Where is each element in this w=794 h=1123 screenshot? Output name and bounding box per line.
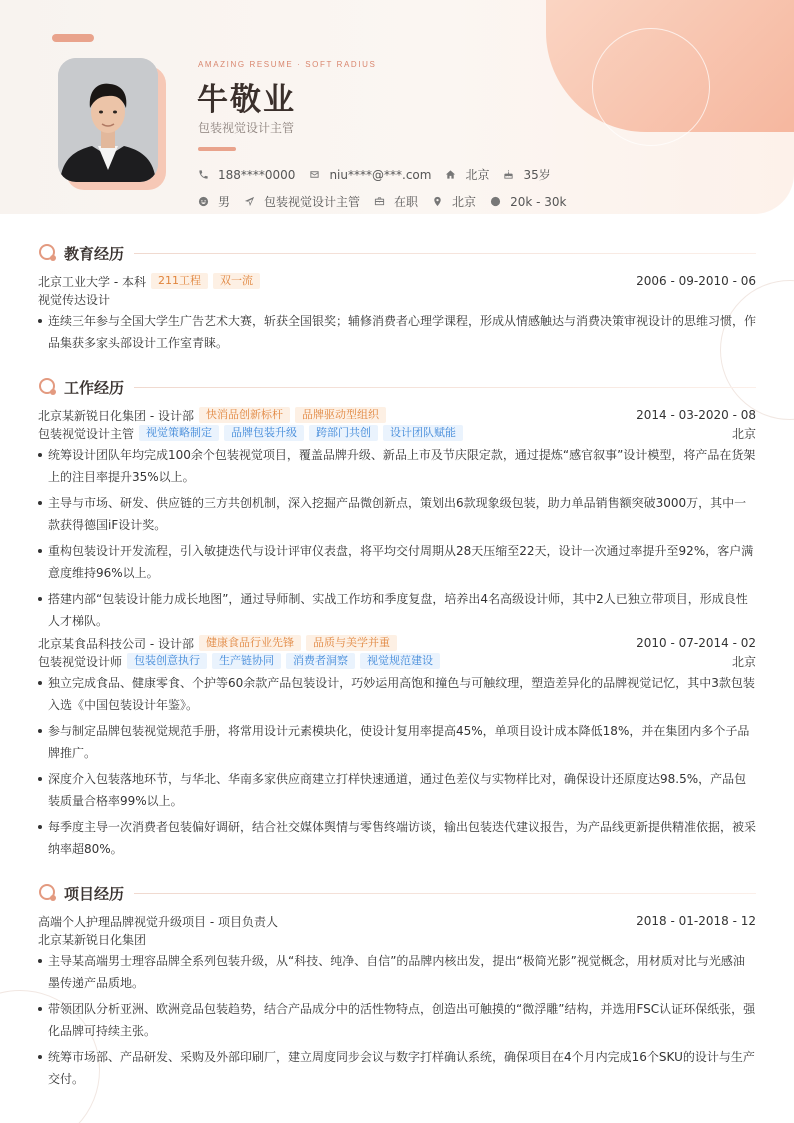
company-name: 北京某新锐日化集团 - 设计部 <box>38 408 194 423</box>
company-tag: 品质与美学并重 <box>306 635 397 651</box>
project-name: 高端个人护理品牌视觉升级项目 - 项目负责人 <box>38 914 278 929</box>
section-search-icon <box>38 883 58 903</box>
job-entry <box>38 634 756 860</box>
school-name: 北京工业大学 - 本科 <box>38 274 146 289</box>
salary-icon <box>490 196 501 207</box>
job-bullets <box>38 672 756 860</box>
job-role-line <box>38 652 756 670</box>
list-item: 深度介入包装落地环节，与华北、华南多家供应商建立打样快速通道，通过色差仪与实物样比对，确保设计还原度达98.5%，产品包装质量合格率99%以上。 <box>38 768 756 812</box>
education-section-header <box>38 238 756 268</box>
email-info <box>309 168 431 182</box>
section-title: 项目经历 <box>64 884 125 903</box>
education-date: 2006 - 09-2010 - 06 <box>636 274 756 288</box>
city-text: 北京 <box>465 168 490 182</box>
school-tag: 211工程 <box>151 273 208 289</box>
project-org-line <box>38 930 756 948</box>
mail-icon <box>309 169 320 180</box>
target-role-info <box>244 193 360 210</box>
section-title: 教育经历 <box>64 244 125 263</box>
resume-header <box>0 0 794 214</box>
job-role-line <box>38 424 756 442</box>
section-divider <box>134 387 756 388</box>
job-company-line <box>38 406 756 424</box>
age-text: 35岁 <box>523 168 551 182</box>
candidate-title: 包装视觉设计主管 <box>198 121 295 135</box>
phone-info <box>198 168 295 182</box>
project-date: 2018 - 01-2018 - 12 <box>636 914 756 928</box>
job-entry <box>38 406 756 632</box>
salary-text: 20k - 30k <box>510 194 567 209</box>
work-section-header <box>38 372 756 402</box>
project-entry <box>38 912 756 1090</box>
accent-bar <box>52 34 94 42</box>
list-item: 带领团队分析亚洲、欧洲竞品包装趋势，结合产品成分中的活性物特点，创造出可触摸的“微浮雕”结构，并选用FSC认证环保纸张，强化品牌可持续主张。 <box>38 998 756 1042</box>
list-item: 统筹市场部、产品研发、采购及外部印刷厂，建立周度同步会议与数字打样确认系统，确保项目在4个月内完成16个SKU的设计与生产交付。 <box>38 1046 756 1090</box>
list-item: 参与制定品牌包装视觉规范手册，将常用设计元素模块化，使设计复用率提高45%，单项目设计成本降低18%，并在集团内多个子品牌推广。 <box>38 720 756 764</box>
section-search-icon <box>38 243 58 263</box>
header-tagline: AMAZING RESUME · SOFT RADIUS <box>198 60 377 69</box>
salary-info <box>490 195 566 209</box>
gender-text: 男 <box>218 195 231 209</box>
role-tag: 跨部门共创 <box>309 425 378 441</box>
role-tag: 视觉规范建设 <box>360 653 440 669</box>
project-org: 北京某新锐日化集团 <box>38 932 147 947</box>
job-date: 2010 - 07-2014 - 02 <box>636 636 756 650</box>
email-text: niu****@***.com <box>329 167 432 182</box>
role-tag: 视觉策略制定 <box>139 425 219 441</box>
title-underline <box>198 147 236 151</box>
home-icon <box>445 169 456 180</box>
major-line <box>38 290 756 308</box>
location-text: 北京 <box>452 195 477 209</box>
project-bullets <box>38 950 756 1090</box>
project-heading <box>38 912 756 930</box>
list-item: 重构包装设计开发流程，引入敏捷迭代与设计评审仪表盘，将平均交付周期从28天压缩至22天，设计一次通过率提升至92%，客户满意度维持96%以上。 <box>38 540 756 584</box>
project-section-header <box>38 878 756 908</box>
company-tag: 快消品创新标杆 <box>199 407 290 423</box>
gender-info <box>198 193 230 210</box>
job-bullets <box>38 444 756 632</box>
target-role-text: 包装视觉设计主管 <box>264 195 361 209</box>
section-divider <box>134 253 756 254</box>
job-location: 北京 <box>731 654 756 669</box>
status-info <box>374 193 418 210</box>
location-icon <box>432 196 443 207</box>
briefcase-icon <box>374 196 385 207</box>
education-heading <box>38 272 756 290</box>
resume-body <box>38 238 756 1090</box>
status-text: 在职 <box>394 195 419 209</box>
education-bullets <box>38 310 756 354</box>
role-tag: 消费者洞察 <box>286 653 355 669</box>
job-date: 2014 - 03-2020 - 08 <box>636 408 756 422</box>
role-tag: 包装创意执行 <box>127 653 207 669</box>
role-tag: 设计团队赋能 <box>383 425 463 441</box>
phone-text: 188****0000 <box>218 167 296 182</box>
list-item: 搭建内部“包装设计能力成长地图”，通过导师制、实战工作坊和季度复盘，培养出4名高级设计师，其中2人已独立带项目，形成良性人才梯队。 <box>38 588 756 632</box>
section-search-icon <box>38 377 58 397</box>
list-item: 统筹设计团队年均完成100余个包装视觉项目，覆盖品牌升级、新品上市及节庆限定款，通过提炼“感官叙事”设计模型，将产品在货架上的注目率提升35%以上。 <box>38 444 756 488</box>
school-tag: 双一流 <box>213 273 260 289</box>
company-tag: 品牌驱动型组织 <box>295 407 386 423</box>
list-item: 独立完成食品、健康零食、个护等60余款产品包装设计，巧妙运用高饱和撞色与可触纹理，塑造差异化的品牌视觉记忆，其中3款包装入选《中国包装设计年鉴》。 <box>38 672 756 716</box>
profile-row <box>198 193 580 210</box>
age-info <box>503 166 550 183</box>
profile-photo <box>58 58 158 182</box>
company-tag: 健康食品行业先锋 <box>199 635 301 651</box>
role-tag: 品牌包装升级 <box>224 425 304 441</box>
decorative-ring <box>592 28 710 146</box>
job-role: 包装视觉设计师 <box>38 654 123 669</box>
major-name: 视觉传达设计 <box>38 292 111 307</box>
job-role: 包装视觉设计主管 <box>38 426 135 441</box>
gender-icon <box>198 196 209 207</box>
send-icon <box>244 196 255 207</box>
candidate-name: 牛敬业 <box>197 82 296 118</box>
location-info <box>432 193 476 210</box>
city-info <box>445 166 489 183</box>
job-company-line <box>38 634 756 652</box>
education-entry <box>38 272 756 354</box>
section-divider <box>134 893 756 894</box>
section-title: 工作经历 <box>64 378 125 397</box>
list-item: 主导某高端男士理容品牌全系列包装升级，从“科技、纯净、自信”的品牌内核出发，提出“极简光影”视觉概念，用材质对比与光感油墨传递产品质地。 <box>38 950 756 994</box>
list-item: 主导与市场、研发、供应链的三方共创机制，深入挖掘产品微创新点，策划出6款现象级包装，助力单品销售额突破3000万，其中一款获得德国iF设计奖。 <box>38 492 756 536</box>
job-location: 北京 <box>731 426 756 441</box>
contact-row <box>198 166 565 183</box>
role-tag: 生产链协同 <box>212 653 281 669</box>
list-item: 连续三年参与全国大学生广告艺术大赛，斩获全国银奖；辅修消费者心理学课程，形成从情感触达与消费决策审视设计的思维习惯，作品集获多家头部设计工作室青睐。 <box>38 310 756 354</box>
cake-icon <box>503 169 514 180</box>
list-item: 每季度主导一次消费者包装偏好调研，结合社交媒体舆情与零售终端访谈，输出包装迭代建议报告，为产品线更新提供精准依据，被采纳率超80%。 <box>38 816 756 860</box>
phone-icon <box>198 169 209 180</box>
company-name: 北京某食品科技公司 - 设计部 <box>38 636 194 651</box>
